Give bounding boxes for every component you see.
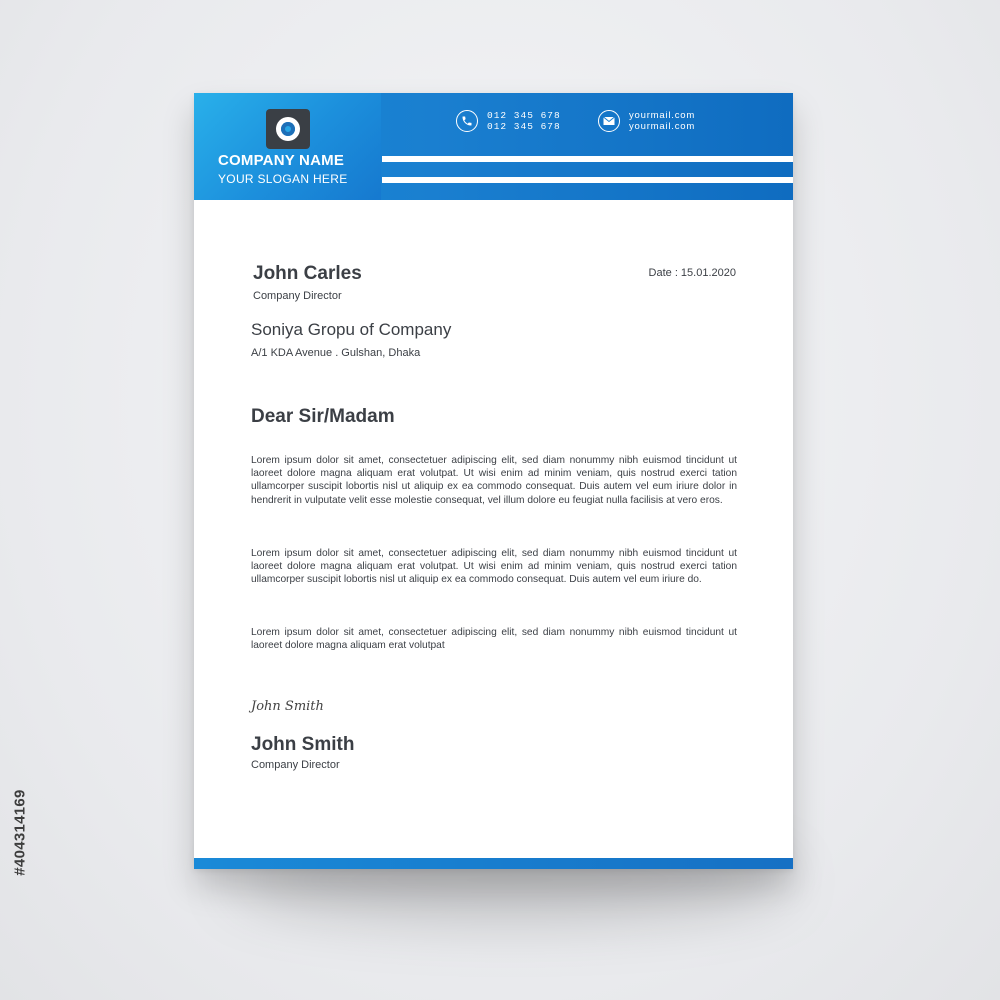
salutation: Dear Sir/Madam [251,406,395,427]
recipient-title: Company Director [253,290,342,302]
body-paragraph: Lorem ipsum dolor sit amet, consectetuer adipiscing elit, sed diam nonummy nibh euismod tincidunt ut laoreet dolore magna aliquam erat volutpat. Ut wisi enim ad minim veniam, quis nostrud exerci tation ullamcorper suscipit lobortis nisl ut aliquip ex ea commodo consequat. Duis autem vel eum iriure dolor in hendrerit in vulputate velit esse molestie consequat, vel illum dolore eu feugiat nulla facilisis at vero eros. [251,455,737,506]
stock-id-label [10,762,30,902]
handwritten-signature: John Smith [251,699,324,714]
phone-number-2: 012 345 678 [487,121,561,132]
stock-id-text: #404314169 [11,789,29,876]
email-addresses [629,110,695,132]
body-paragraph: Lorem ipsum dolor sit amet, consectetuer adipiscing elit, sed diam nonummy nibh euismod tincidunt ut laoreet dolore magna aliquam erat volutpat [251,627,737,652]
letter-date: Date : 15.01.2020 [648,267,736,279]
logo-ring [276,117,300,141]
phone-number-1: 012 345 678 [487,110,561,121]
brand-panel [194,93,381,200]
envelope-icon [598,110,620,132]
recipient-organization: Soniya Gropu of Company [251,320,452,339]
recipient-address: A/1 KDA Avenue . Gulshan, Dhaka [251,347,421,359]
sender-title: Company Director [251,759,340,771]
footer-bar [194,858,793,869]
phone-contact [456,110,561,132]
company-name: COMPANY NAME [218,152,345,169]
header-stripe-top [382,156,793,162]
letterhead-header [194,93,793,200]
email-contact [598,110,695,132]
header-stripe-bottom [382,177,793,183]
email-address-2: yourmail.com [629,121,696,132]
recipient-name: John Carles [253,263,362,284]
body-paragraph: Lorem ipsum dolor sit amet, consectetuer adipiscing elit, sed diam nonummy nibh euismod tincidunt ut laoreet dolore magna aliquam erat volutpat. Ut wisi enim ad minim veniam, quis nostrud exerci tation ullamcorper suscipit lobortis nisl ut aliquip ex ea commodo consequat. Duis autem vel eum iriure do. [251,548,737,586]
phone-numbers [487,110,561,132]
phone-icon [456,110,478,132]
camera-lens-logo-icon [266,109,310,149]
sender-name: John Smith [251,734,355,755]
email-address-1: yourmail.com [629,110,696,121]
letterhead-sheet [194,93,793,869]
company-slogan: YOUR SLOGAN HERE [218,172,348,186]
